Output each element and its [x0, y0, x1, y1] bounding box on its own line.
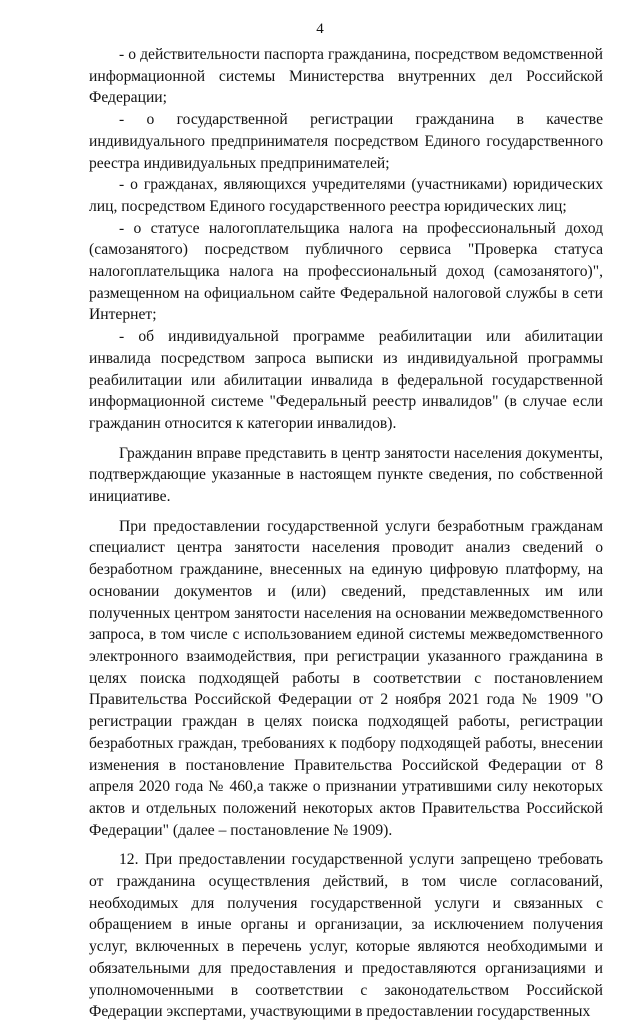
paragraph-legal-entity-founders: - о гражданах, являющихся учредителями (участниками) юридических лиц, посредством Единого государственного реестра юридических лиц;	[89, 176, 603, 215]
paragraph-passport-validity: - о действительности паспорта гражданина, посредством ведомственной информационной системы Министерства внутренних дел Российской Федерации;	[89, 46, 603, 107]
paragraph-clause-12: 12. При предоставлении государственной услуги запрещено требовать от гражданина осуществления действий, в том числе согласований, необходимых для получения государственной услуги и связанных с обращением в иные органы и организации, за исключением получения услуг, включенных в перечень услуг, которые являются необходимыми и обязательными для предоставления и предоставляются организациями и уполномоченными в соответствии с законодательством Российской Федерации экспертами, участвующими в предоставлении государственных	[89, 851, 603, 1021]
paragraph-citizen-documents: Гражданин вправе представить в центр занятости населения документы, подтверждающие указанные в настоящем пункте сведения, по собственной инициативе.	[89, 444, 603, 506]
document-body	[89, 44, 603, 1023]
paragraph-entrepreneur-registration: - о государственной регистрации гражданина в качестве индивидуального предпринимателя посредством Единого государственного реестра индивидуальных предпринимателей;	[89, 111, 603, 172]
paragraph-self-employed-status: - о статусе налогоплательщика налога на профессиональный доход (самозанятого) посредством публичного сервиса "Проверка статуса налогоплательщика налога на профессиональный доход (самозанятого)", размещенном на официальном сайте Федеральной налоговой службы в сети Интернет;	[89, 219, 603, 324]
paragraph-rehabilitation-program: - об индивидуальной программе реабилитации или абилитации инвалида посредством запроса выписки из индивидуальной программы реабилитации или абилитации инвалида в федеральной государственной информационной системе "Федеральный реестр инвалидов" (в случае если гражданин относится к категории инвалидов).	[89, 328, 603, 432]
page-number: 4	[316, 21, 324, 37]
paragraph-unemployed-analysis: При предоставлении государственной услуги безработным гражданам специалист центра занятости населения проводит анализ сведений о безработном гражданине, внесенных на единую цифровую платформу, на основании документов и (или) сведений, представленных им или полученных центром занятости населения на основании межведомственного запроса, в том числе с использованием единой системы межведомственного электронного взаимодействия, при регистрации указанного гражданина в целях поиска подходящей работы в соответствии с постановлением Правительства Российской Федерации от 2 ноября 2021 года № 1909 "О регистрации граждан в целях поиска подходящей работы, регистрации безработных граждан, требованиях к подбору подходящей работы, внесении изменения в постановление Правительства Российской Федерации от 8 апреля 2020 года № 460,а также о признании утратившими силу некоторых актов и отдельных положений некоторых актов Правительства Российской Федерации" (далее – постановление № 1909).	[89, 517, 603, 839]
